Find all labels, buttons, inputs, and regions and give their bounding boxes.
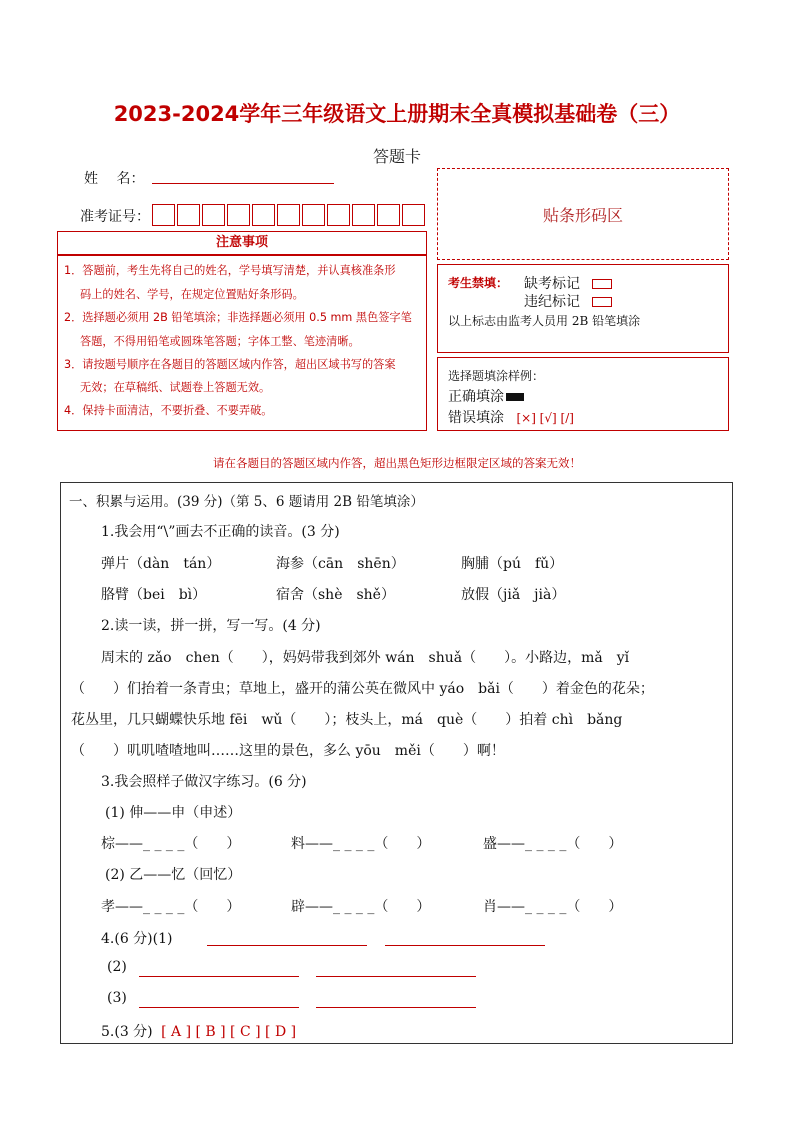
id-digit-box[interactable] bbox=[202, 204, 225, 226]
id-digit-box[interactable] bbox=[377, 204, 400, 226]
q2-line[interactable]: （ ）叽叽喳喳地叫……这里的景色，多么 yōu měi（ ）啊！ bbox=[71, 743, 505, 759]
q4-answer-line[interactable] bbox=[385, 944, 545, 946]
notice-line: 码上的姓名、学号，在规定位置贴好条形码。 bbox=[80, 288, 304, 301]
notice-box bbox=[57, 255, 427, 431]
wrong-label: 错误填涂 bbox=[448, 410, 504, 426]
section-one-answer-area bbox=[60, 482, 733, 1044]
q4-answer-line[interactable] bbox=[139, 1006, 299, 1008]
violation-label: 违纪标记 bbox=[524, 294, 580, 310]
q3-item[interactable]: 盛——_ _ _ _（ ） bbox=[483, 836, 623, 852]
q4-label-3: (3) bbox=[107, 990, 127, 1006]
forbid-label: 考生禁填： bbox=[448, 276, 509, 290]
q3-item[interactable]: 料——_ _ _ _（ ） bbox=[291, 836, 431, 852]
answer-card-subtitle: 答题卡 bbox=[372, 147, 421, 166]
q1-item[interactable]: 胳臂（bei bì） bbox=[101, 587, 207, 603]
id-digit-box[interactable] bbox=[252, 204, 275, 226]
notice-line: 无效；在草稿纸、试题卷上答题无效。 bbox=[80, 381, 271, 394]
q3-example-2: (2) 乙——忆（回忆） bbox=[105, 867, 242, 883]
section-heading: 一、积累与运用。(39 分)（第 5、6 题请用 2B 铅笔填涂） bbox=[69, 494, 424, 510]
notice-line: 3．请按题号顺序在各题目的答题区域内作答，超出区域书写的答案 bbox=[64, 358, 396, 371]
q1-item[interactable]: 胸脯（pú fǔ） bbox=[461, 556, 564, 572]
q3-item[interactable]: 辟——_ _ _ _（ ） bbox=[291, 899, 431, 915]
q3-item[interactable]: 孝——_ _ _ _（ ） bbox=[101, 899, 241, 915]
id-digit-box[interactable] bbox=[327, 204, 350, 226]
id-label: 准考证号： bbox=[80, 209, 150, 225]
notice-line: 4．保持卡面清洁，不要折叠、不要弄破。 bbox=[64, 404, 273, 417]
id-digit-box[interactable] bbox=[177, 204, 200, 226]
notice-title: 注意事项 bbox=[57, 231, 427, 255]
barcode-area bbox=[437, 168, 729, 260]
violation-mark-box[interactable] bbox=[592, 297, 612, 307]
q4-answer-line[interactable] bbox=[207, 944, 367, 946]
notice-line: 2．选择题必须用 2B 铅笔填涂；非选择题必须用 0.5 mm 黑色签字笔 bbox=[64, 311, 412, 324]
q3-title: 3.我会照样子做汉字练习。(6 分) bbox=[101, 774, 307, 790]
q2-line[interactable]: 花丛里，几只蝴蝶快乐地 fēi wǔ（ ）；枝头上，má què（ ）拍着 chì bǎng bbox=[71, 712, 623, 728]
q4-answer-line[interactable] bbox=[316, 975, 476, 977]
q1-item[interactable]: 宿舍（shè shě） bbox=[276, 587, 395, 603]
q2-line[interactable]: （ ）们抬着一条青虫；草地上，盛开的蒲公英在微风中 yáo bǎi（ ）着金色的花朵； bbox=[71, 681, 654, 697]
q1-item[interactable]: 放假（jiǎ jià） bbox=[461, 587, 566, 603]
q3-item[interactable]: 棕——_ _ _ _（ ） bbox=[101, 836, 241, 852]
q4-label-1: 4.(6 分)(1) bbox=[101, 931, 173, 947]
q4-label-2: (2) bbox=[107, 959, 127, 975]
q3-example-1: (1) 伸——申（申述） bbox=[105, 805, 242, 821]
proctor-marks-box bbox=[437, 264, 729, 353]
q5-row bbox=[101, 1021, 296, 1041]
q2-title: 2.读一读，拼一拼，写一写。(4 分) bbox=[101, 618, 321, 634]
id-digit-box[interactable] bbox=[277, 204, 300, 226]
absent-mark-box[interactable] bbox=[592, 279, 612, 289]
notice-line: 1．答题前，考生先将自己的姓名，学号填写清楚，并认真核准条形 bbox=[64, 264, 396, 277]
name-field[interactable] bbox=[152, 182, 334, 184]
q5-label: 5.(3 分) bbox=[101, 1024, 153, 1040]
page-title: 2023-2024学年三年级语文上册期末全真模拟基础卷（三） bbox=[113, 102, 681, 126]
violation-mark[interactable] bbox=[524, 291, 612, 311]
correct-label: 正确填涂 bbox=[448, 389, 504, 405]
area-warning: 请在各题目的答题区域内作答，超出黑色矩形边框限定区域的答案无效！ bbox=[213, 456, 581, 470]
id-digit-box[interactable] bbox=[152, 204, 175, 226]
id-number-boxes[interactable] bbox=[152, 204, 427, 226]
name-label: 姓 名： bbox=[84, 171, 145, 187]
q1-title: 1.我会用“\”画去不正确的读音。(3 分) bbox=[101, 524, 340, 540]
wrong-marks: [×] [√] [/] bbox=[516, 411, 574, 425]
forbid-note: 以上标志由监考人员用 2B 铅笔填涂 bbox=[448, 314, 641, 328]
id-digit-box[interactable] bbox=[352, 204, 375, 226]
q4-answer-line[interactable] bbox=[139, 975, 299, 977]
q2-line[interactable]: 周末的 zǎo chen（ ），妈妈带我到郊外 wán shuǎ（ ）。小路边，mǎ yǐ bbox=[101, 650, 630, 666]
id-digit-box[interactable] bbox=[402, 204, 425, 226]
absent-mark[interactable] bbox=[524, 273, 612, 293]
q4-answer-line[interactable] bbox=[316, 1006, 476, 1008]
q3-item[interactable]: 肖——_ _ _ _（ ） bbox=[483, 899, 623, 915]
fill-sample-box bbox=[437, 357, 729, 431]
id-digit-box[interactable] bbox=[302, 204, 325, 226]
barcode-label: 贴条形码区 bbox=[542, 206, 623, 225]
q5-options[interactable]: [ A ] [ B ] [ C ] [ D ] bbox=[161, 1024, 297, 1040]
id-digit-box[interactable] bbox=[227, 204, 250, 226]
wrong-sample bbox=[448, 407, 574, 427]
q1-item[interactable]: 海参（cān shēn） bbox=[276, 556, 405, 572]
filled-mark-icon bbox=[506, 393, 524, 401]
absent-label: 缺考标记 bbox=[524, 276, 580, 292]
q1-item[interactable]: 弹片（dàn tán） bbox=[101, 556, 221, 572]
correct-sample bbox=[448, 386, 524, 406]
sample-title: 选择题填涂样例： bbox=[448, 369, 545, 383]
notice-line: 答题，不得用铅笔或圆珠笔答题；字体工整、笔迹清晰。 bbox=[80, 335, 360, 348]
